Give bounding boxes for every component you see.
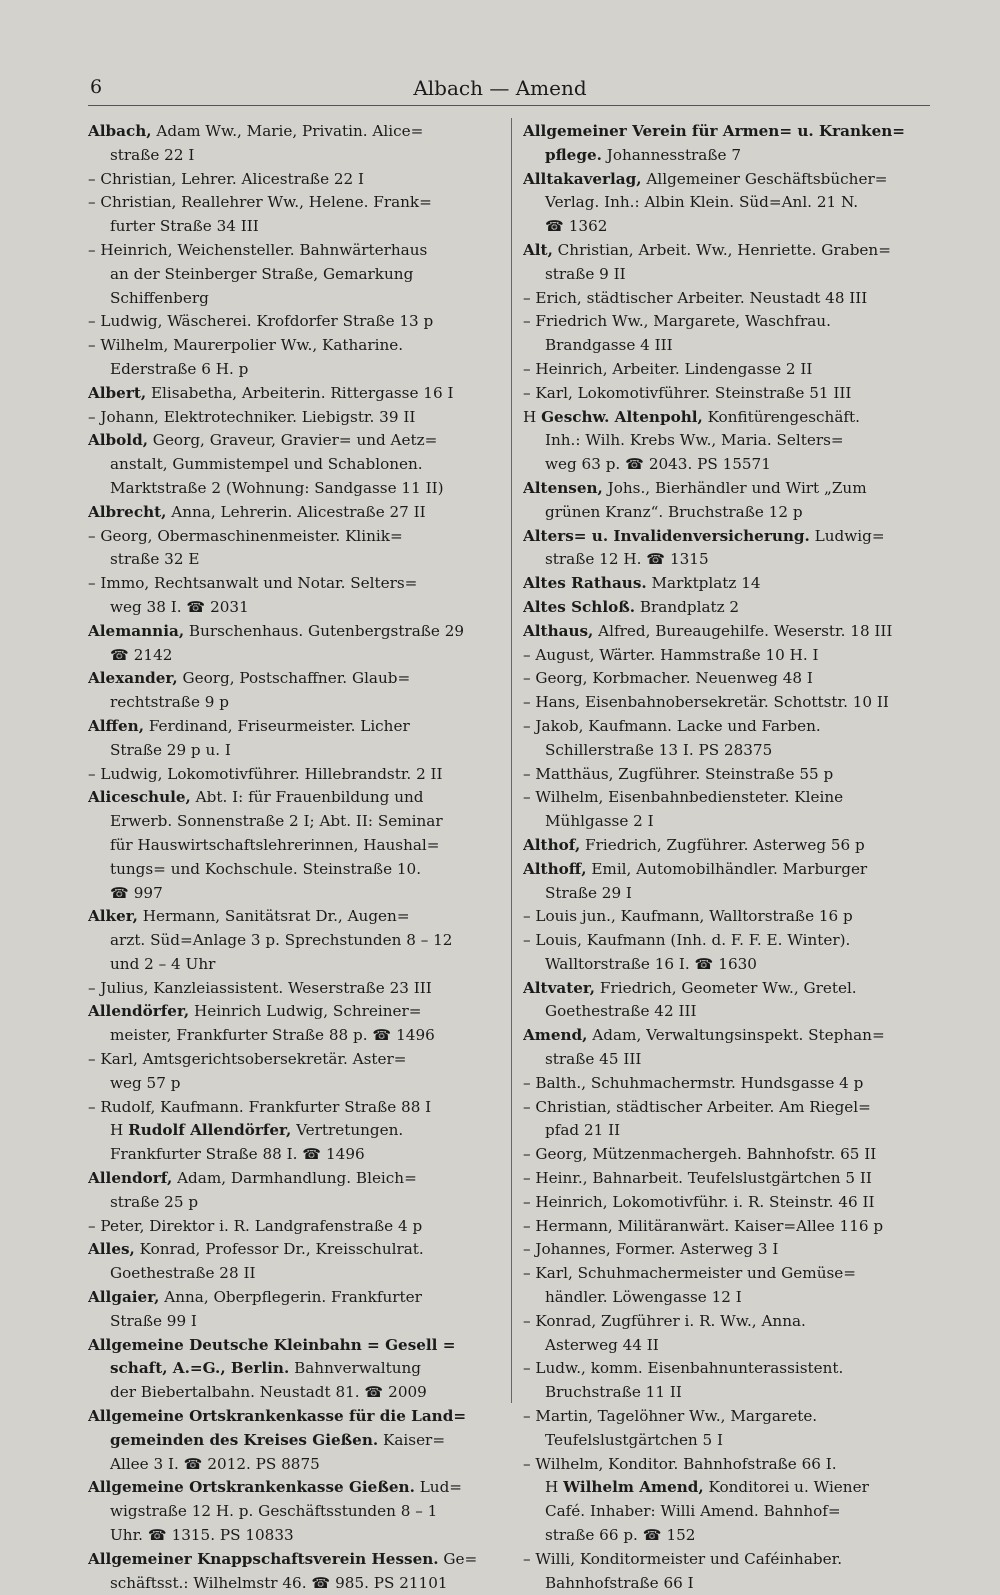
directory-line: anstalt, Gummistempel und Schablonen. bbox=[110, 455, 423, 474]
directory-line: Bruchstraße 11 II bbox=[545, 1383, 682, 1402]
directory-line: – Ludw., komm. Eisenbahnunterassistent. bbox=[523, 1359, 844, 1378]
directory-line: Altvater, Friedrich, Geometer Ww., Gretel. bbox=[523, 978, 857, 997]
directory-line: – Willi, Konditormeister und Caféinhaber. bbox=[523, 1549, 843, 1568]
directory-line: – Martin, Tagelöhner Ww., Margarete. bbox=[523, 1407, 818, 1426]
directory-line: Straße 29 I bbox=[545, 883, 632, 902]
directory-line: Aliceschule, Abt. I: für Frauenbildung und bbox=[88, 788, 424, 807]
directory-line: – Konrad, Zugführer i. R. Ww., Anna. bbox=[523, 1311, 806, 1330]
directory-line: ☎ 1362 bbox=[545, 217, 608, 236]
directory-line: – Heinr., Bahnarbeit. Teufelslustgärtchen 5 II bbox=[523, 1169, 872, 1188]
directory-line: weg 57 p bbox=[110, 1073, 181, 1092]
directory-line: Teufelslustgärtchen 5 I bbox=[545, 1430, 724, 1449]
directory-line: – Louis jun., Kaufmann, Walltorstraße 16 p bbox=[523, 907, 853, 926]
directory-line: – Julius, Kanzleiassistent. Weserstraße 23 III bbox=[88, 978, 432, 997]
directory-line: – Balth., Schuhmachermstr. Hundsgasse 4 p bbox=[523, 1073, 864, 1092]
directory-line: – August, Wärter. Hammstraße 10 H. I bbox=[523, 645, 819, 664]
directory-line: Albold, Georg, Graveur, Gravier= und Aetz= bbox=[88, 431, 438, 450]
directory-line: Straße 29 p u. I bbox=[110, 740, 231, 759]
directory-line: Amend, Adam, Verwaltungsinspekt. Stephan= bbox=[523, 1026, 885, 1045]
directory-line: – Heinrich, Arbeiter. Lindengasse 2 II bbox=[523, 359, 813, 378]
directory-line: H Geschw. Altenpohl, Konfitürengeschäft. bbox=[523, 407, 860, 426]
directory-line: – Christian, Lehrer. Alicestraße 22 I bbox=[88, 169, 365, 188]
directory-line: meister, Frankfurter Straße 88 p. ☎ 1496 bbox=[110, 1026, 435, 1045]
directory-line: ☎ 2142 bbox=[110, 645, 173, 664]
directory-line: Asterweg 44 II bbox=[545, 1335, 659, 1354]
directory-line: – Matthäus, Zugführer. Steinstraße 55 p bbox=[523, 764, 834, 783]
directory-line: Alexander, Georg, Postschaffner. Glaub= bbox=[88, 669, 411, 688]
directory-line: – Wilhelm, Maurerpolier Ww., Katharine. bbox=[88, 336, 404, 355]
directory-line: – Karl, Amtsgerichtsobersekretär. Aster= bbox=[88, 1050, 407, 1069]
header-rule bbox=[88, 105, 930, 106]
column-divider bbox=[511, 118, 512, 1403]
directory-line: Albert, Elisabetha, Arbeiterin. Rittergasse 16 I bbox=[88, 383, 454, 402]
directory-line: rechtstraße 9 p bbox=[110, 693, 230, 712]
directory-line: – Johann, Elektrotechniker. Liebigstr. 39 II bbox=[88, 407, 416, 426]
directory-line: Walltorstraße 16 I. ☎ 1630 bbox=[545, 954, 757, 973]
directory-line: Allgemeine Ortskrankenkasse Gießen. Lud= bbox=[88, 1478, 463, 1497]
directory-line: Alffen, Ferdinand, Friseurmeister. Licher bbox=[88, 716, 410, 735]
directory-line: – Georg, Korbmacher. Neuenweg 48 I bbox=[523, 669, 813, 688]
directory-line: Alt, Christian, Arbeit. Ww., Henriette. Graben= bbox=[523, 240, 891, 259]
directory-line: – Christian, Reallehrer Ww., Helene. Frank= bbox=[88, 193, 432, 212]
directory-line: – Heinrich, Lokomotivführ. i. R. Steinstr. 46 II bbox=[523, 1192, 875, 1211]
directory-line: – Ludwig, Lokomotivführer. Hillebrandstr. 2 II bbox=[88, 764, 443, 783]
directory-line: Verlag. Inh.: Albin Klein. Süd=Anl. 21 N. bbox=[545, 193, 859, 212]
directory-line: Alemannia, Burschenhaus. Gutenbergstraße 29 bbox=[88, 621, 465, 640]
directory-line: – Georg, Mützenmachergeh. Bahnhofstr. 65 II bbox=[523, 1145, 877, 1164]
directory-line: Allgemeine Deutsche Kleinbahn = Gesell = bbox=[88, 1335, 456, 1354]
directory-line: ☎ 997 bbox=[110, 883, 163, 902]
directory-line: straße 66 p. ☎ 152 bbox=[545, 1526, 696, 1545]
directory-line: Café. Inhaber: Willi Amend. Bahnhof= bbox=[545, 1502, 841, 1521]
directory-line: Erwerb. Sonnenstraße 2 I; Abt. II: Seminar bbox=[110, 812, 443, 831]
directory-line: – Karl, Lokomotivführer. Steinstraße 51 III bbox=[523, 383, 852, 402]
directory-line: furter Straße 34 III bbox=[110, 217, 259, 236]
directory-line: weg 63 p. ☎ 2043. PS 15571 bbox=[545, 455, 771, 474]
directory-line: H Rudolf Allendörfer, Vertretungen. bbox=[110, 1121, 404, 1140]
directory-line: Uhr. ☎ 1315. PS 10833 bbox=[110, 1526, 294, 1545]
directory-line: – Louis, Kaufmann (Inh. d. F. F. E. Winter). bbox=[523, 931, 851, 950]
directory-line: Marktstraße 2 (Wohnung: Sandgasse 11 II) bbox=[110, 478, 444, 497]
directory-line: – Hermann, Militäranwärt. Kaiser=Allee 116 p bbox=[523, 1216, 884, 1235]
directory-line: Altes Rathaus. Marktplatz 14 bbox=[523, 574, 761, 593]
directory-line: händler. Löwengasse 12 I bbox=[545, 1288, 742, 1307]
directory-line: – Hans, Eisenbahnobersekretär. Schottstr. 10 II bbox=[523, 693, 889, 712]
directory-line: Bahnhofstraße 66 I bbox=[545, 1573, 694, 1592]
directory-line: pfad 21 II bbox=[545, 1121, 621, 1140]
directory-line: für Hauswirtschaftslehrerinnen, Haushal= bbox=[110, 835, 440, 854]
directory-line: Brandgasse 4 III bbox=[545, 336, 673, 355]
directory-line: – Heinrich, Weichensteller. Bahnwärterhaus bbox=[88, 240, 428, 259]
directory-line: Allendörfer, Heinrich Ludwig, Schreiner= bbox=[88, 1002, 422, 1021]
directory-line: – Wilhelm, Eisenbahnbediensteter. Kleine bbox=[523, 788, 844, 807]
directory-line: straße 12 H. ☎ 1315 bbox=[545, 550, 709, 569]
directory-line: – Peter, Direktor i. R. Landgrafenstraße 4 p bbox=[88, 1216, 423, 1235]
directory-line: – Christian, städtischer Arbeiter. Am Riegel= bbox=[523, 1097, 871, 1116]
directory-line: Goethestraße 42 III bbox=[545, 1002, 697, 1021]
directory-line: Allgaier, Anna, Oberpflegerin. Frankfurter bbox=[88, 1288, 422, 1307]
left-column bbox=[88, 120, 496, 1595]
directory-line: Allee 3 I. ☎ 2012. PS 8875 bbox=[110, 1454, 320, 1473]
directory-line: Alltakaverlag, Allgemeiner Geschäftsbücher= bbox=[523, 169, 888, 188]
directory-line: straße 45 III bbox=[545, 1050, 642, 1069]
right-column bbox=[523, 120, 933, 1595]
directory-line: Schillerstraße 13 I. PS 28375 bbox=[545, 740, 773, 759]
directory-line: straße 32 E bbox=[110, 550, 200, 569]
directory-line: wigstraße 12 H. p. Geschäftsstunden 8 – 1 bbox=[110, 1502, 438, 1521]
directory-line: schäftsst.: Wilhelmstr 46. ☎ 985. PS 21101 bbox=[110, 1573, 448, 1592]
directory-line: Allgemeiner Verein für Armen= u. Kranken= bbox=[523, 122, 906, 140]
directory-line: straße 9 II bbox=[545, 264, 626, 283]
directory-line: – Immo, Rechtsanwalt und Notar. Selters= bbox=[88, 574, 418, 593]
directory-line: – Ludwig, Wäscherei. Krofdorfer Straße 13 p bbox=[88, 312, 434, 331]
directory-line: – Karl, Schuhmachermeister und Gemüse= bbox=[523, 1264, 856, 1283]
directory-line: Frankfurter Straße 88 I. ☎ 1496 bbox=[110, 1145, 365, 1164]
directory-line: straße 25 p bbox=[110, 1192, 199, 1211]
directory-line: Straße 99 I bbox=[110, 1311, 197, 1330]
directory-line: H Wilhelm Amend, Konditorei u. Wiener bbox=[545, 1478, 869, 1497]
directory-line: – Jakob, Kaufmann. Lacke und Farben. bbox=[523, 716, 821, 735]
directory-line: Ederstraße 6 H. p bbox=[110, 359, 249, 378]
directory-line: Goethestraße 28 II bbox=[110, 1264, 256, 1283]
directory-line: Allgemeiner Knappschaftsverein Hessen. Ge= bbox=[88, 1549, 478, 1568]
directory-line: – Erich, städtischer Arbeiter. Neustadt 48 III bbox=[523, 288, 868, 307]
directory-line: – Johannes, Former. Asterweg 3 I bbox=[523, 1240, 779, 1259]
directory-line: Allgemeine Ortskrankenkasse für die Land= bbox=[88, 1407, 467, 1426]
directory-line: Altes Schloß. Brandplatz 2 bbox=[523, 597, 740, 616]
directory-line: weg 38 I. ☎ 2031 bbox=[110, 597, 249, 616]
directory-line: Mühlgasse 2 I bbox=[545, 812, 654, 831]
directory-line: und 2 – 4 Uhr bbox=[110, 954, 216, 973]
directory-line: Althaus, Alfred, Bureaugehilfe. Weserstr. 18 III bbox=[523, 621, 893, 640]
directory-line: Inh.: Wilh. Krebs Ww., Maria. Selters= bbox=[545, 431, 844, 450]
directory-line: Albrecht, Anna, Lehrerin. Alicestraße 27 II bbox=[88, 502, 426, 521]
directory-line: arzt. Süd=Anlage 3 p. Sprechstunden 8 – 12 bbox=[110, 931, 453, 950]
directory-line: tungs= und Kochschule. Steinstraße 10. bbox=[110, 859, 422, 878]
directory-line: – Friedrich Ww., Margarete, Waschfrau. bbox=[523, 312, 831, 331]
directory-line: Althof, Friedrich, Zugführer. Asterweg 56 p bbox=[523, 835, 865, 854]
directory-line: Allendorf, Adam, Darmhandlung. Bleich= bbox=[88, 1169, 417, 1188]
directory-line: – Rudolf, Kaufmann. Frankfurter Straße 88 I bbox=[88, 1097, 432, 1116]
directory-line: Albach, Adam Ww., Marie, Privatin. Alice= bbox=[88, 122, 424, 140]
running-title: Albach — Amend bbox=[413, 76, 587, 100]
directory-line: Schiffenberg bbox=[110, 288, 209, 307]
directory-line: – Wilhelm, Konditor. Bahnhofstraße 66 I. bbox=[523, 1454, 837, 1473]
directory-line: pflege. Johannesstraße 7 bbox=[545, 145, 741, 164]
directory-line: Alker, Hermann, Sanitätsrat Dr., Augen= bbox=[88, 907, 410, 926]
directory-line: Althoff, Emil, Automobilhändler. Marburger bbox=[523, 859, 868, 878]
directory-line: Alles, Konrad, Professor Dr., Kreisschulrat. bbox=[88, 1240, 424, 1259]
directory-line: schaft, A.=G., Berlin. Bahnverwaltung bbox=[110, 1359, 421, 1378]
directory-line: grünen Kranz“. Bruchstraße 12 p bbox=[545, 502, 803, 521]
directory-line: straße 22 I bbox=[110, 145, 195, 164]
directory-line: Altensen, Johs., Bierhändler und Wirt „Zum bbox=[523, 478, 867, 497]
directory-line: – Georg, Obermaschinenmeister. Klinik= bbox=[88, 526, 403, 545]
directory-line: an der Steinberger Straße, Gemarkung bbox=[110, 264, 414, 283]
page-number: 6 bbox=[90, 76, 103, 98]
directory-line: gemeinden des Kreises Gießen. Kaiser= bbox=[110, 1430, 446, 1449]
directory-line: Alters= u. Invalidenversicherung. Ludwig= bbox=[523, 526, 885, 545]
directory-line: der Biebertalbahn. Neustadt 81. ☎ 2009 bbox=[110, 1383, 427, 1402]
